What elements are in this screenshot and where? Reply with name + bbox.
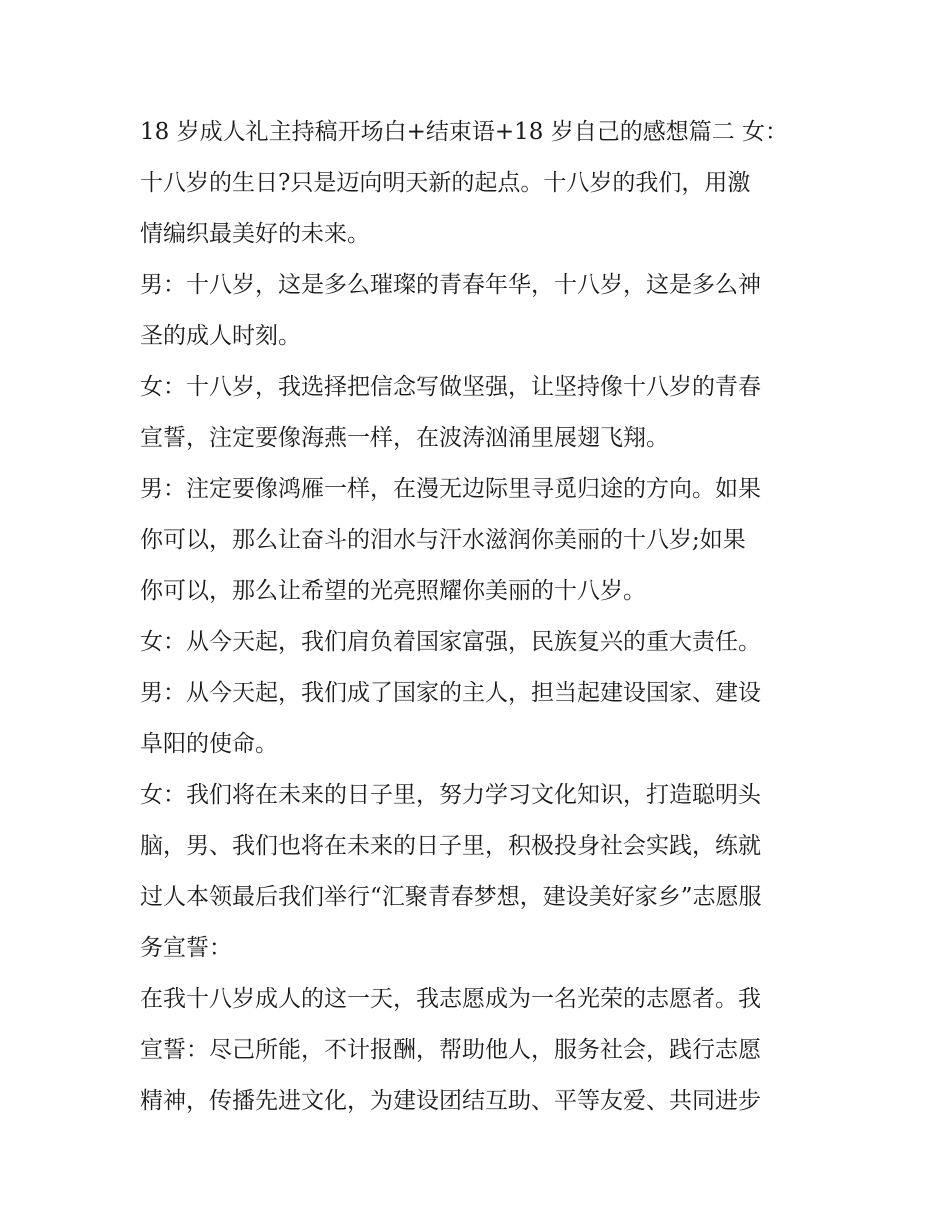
text-line: 务宣誓： [140,935,232,961]
text-line: 女：我们将在未来的日子里，努力学习文化知识，打造聪明头 [140,782,761,808]
text-line: 脑，男、我们也将在未来的日子里，积极投身社会实践，练就 [140,833,761,859]
text-line: 宣誓，注定要像海燕一样，在波涛汹涌里展翅飞翔。 [140,425,669,451]
text-line: 十八岁的生日?只是迈向明天新的起点。十八岁的我们，用激 [140,170,751,196]
document-body [140,107,840,1127]
text-line: 女：十八岁，我选择把信念写做坚强，让坚持像十八岁的青春 [140,374,761,400]
text-line: 圣的成人时刻。 [140,323,301,349]
text-line: 精神，传播先进文化，为建设团结互助、平等友爱、共同进步 [140,1088,761,1114]
text-line: 你可以，那么让希望的光亮照耀你美丽的十八岁。 [140,578,646,604]
text-line: 情编织最美好的未来。 [140,221,370,247]
text-line: 男：注定要像鸿雁一样，在漫无边际里寻觅归途的方向。如果 [140,476,761,502]
text-line: 宣誓：尽己所能，不计报酬，帮助他人，服务社会，践行志愿 [140,1037,761,1063]
text-line: 过人本领最后我们举行“汇聚青春梦想，建设美好家乡”志愿服 [140,884,762,910]
text-line: 男：从今天起，我们成了国家的主人，担当起建设国家、建设 [140,680,761,706]
text-line: 在我十八岁成人的这一天，我志愿成为一名光荣的志愿者。我 [140,986,761,1012]
text-line: 女：从今天起，我们肩负着国家富强，民族复兴的重大责任。 [140,629,761,655]
text-line: 阜阳的使命。 [140,731,278,757]
text-line: 18 岁成人礼主持稿开场白+结束语+18 岁自己的感想篇二 女： [140,119,789,145]
text-line: 男：十八岁，这是多么璀璨的青春年华，十八岁，这是多么神 [140,272,761,298]
text-line: 你可以，那么让奋斗的泪水与汗水滋润你美丽的十八岁;如果 [140,527,746,553]
